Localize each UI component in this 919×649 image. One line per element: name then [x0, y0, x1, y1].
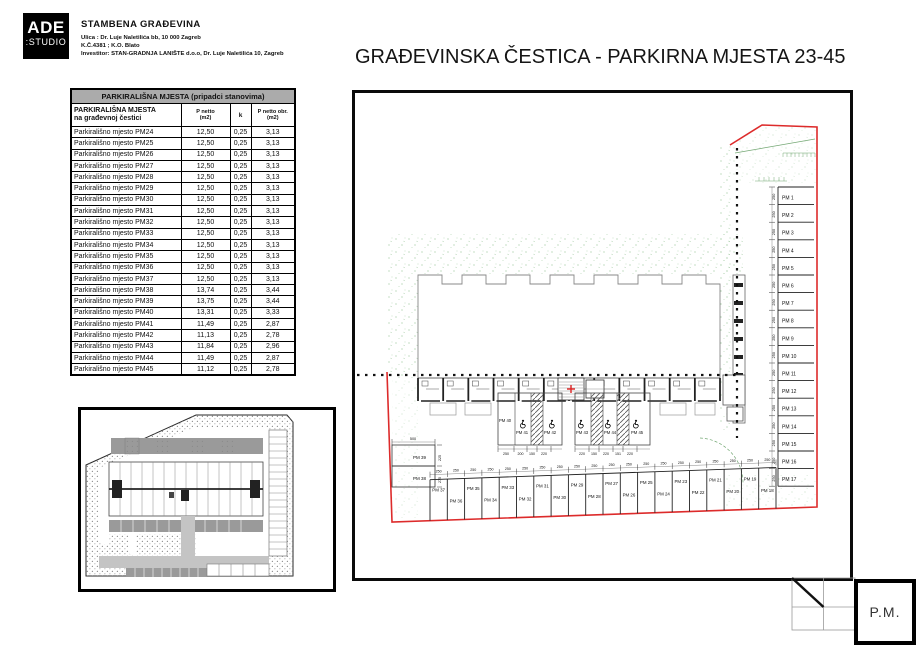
stall-label: PM 7 — [782, 301, 794, 308]
stall-label: PM 16 — [782, 459, 797, 466]
stall-label: PM 28 — [587, 493, 601, 499]
dim-label: 220 — [541, 452, 547, 456]
stall-label: PM 27 — [605, 481, 619, 487]
dim-label: 250 — [772, 387, 776, 394]
stall-label: PM 35 — [466, 486, 480, 492]
stall-label: PM 10 — [782, 353, 797, 360]
dim-label: 250 — [470, 468, 477, 473]
table-row: Parkirališno mjesto PM31 12,50 0,25 3,13 — [71, 206, 295, 217]
stall-label: PM 34 — [484, 497, 497, 503]
dim-label: 250 — [772, 369, 776, 376]
table-row: Parkirališno mjesto PM25 12,50 0,25 3,13 — [71, 138, 295, 149]
stall-label: PM 5 — [782, 265, 794, 272]
stall-label: PM 25 — [639, 480, 653, 486]
project-address-2: K.Č.4381 ; K.O. Blato — [81, 43, 140, 49]
project-header — [81, 19, 284, 58]
table-row: Parkirališno mjesto PM30 12,50 0,25 3,13 — [71, 194, 295, 205]
stall-label: PM 31 — [536, 483, 549, 489]
dim-label: 250 — [729, 458, 736, 463]
stall-label: PM 37 — [432, 487, 446, 493]
table-row: Parkirališno mjesto PM38 13,74 0,25 3,44 — [71, 285, 295, 296]
dim-label: 220 — [603, 452, 609, 456]
table-row: Parkirališno mjesto PM27 12,50 0,25 3,13 — [71, 160, 295, 171]
stall-label: PM 4 — [782, 248, 794, 255]
stall-label: PM 14 — [782, 424, 797, 431]
pm-legend-box — [854, 579, 916, 645]
wheelchair-icon — [633, 420, 638, 428]
dim-label: 250 — [643, 462, 650, 467]
stall-label: PM 33 — [501, 484, 515, 490]
legend-grid — [790, 576, 858, 634]
table-row: Parkirališno mjesto PM41 11,49 0,25 2,87 — [71, 319, 295, 330]
stall-label: PM 22 — [691, 490, 705, 496]
dim-label: 250 — [772, 193, 776, 200]
table-row: Parkirališno mjesto PM45 11,12 0,25 2,78 — [71, 364, 295, 375]
wheelchair-icon — [520, 420, 525, 428]
parking-table-body — [71, 127, 295, 376]
dim-label: 150 — [591, 452, 597, 456]
wheelchair-icon — [549, 420, 554, 428]
stall-label: PM 1 — [782, 195, 794, 202]
stall-label: PM 11 — [782, 371, 797, 378]
stall-label: PM 38 — [413, 476, 427, 481]
logo-line1: ADE — [27, 18, 65, 37]
wheelchair-icon — [578, 420, 583, 428]
dim-label: 250 — [608, 463, 615, 468]
dim-label: 150 — [529, 452, 535, 456]
dim-label: 250 — [772, 404, 776, 412]
dim-label: 500 — [409, 437, 417, 441]
dim-label: 250 — [772, 440, 776, 447]
col-header-k: k — [230, 104, 251, 127]
drawing-title: GRAĐEVINSKA ČESTICA - PARKIRNA MJESTA 23-45 — [355, 46, 846, 68]
dim-label: 250 — [772, 422, 776, 429]
stall-label: PM 12 — [782, 389, 797, 396]
dim-label: 250 — [435, 469, 442, 474]
table-row: Parkirališno mjesto PM29 12,50 0,25 3,13 — [71, 183, 295, 194]
project-address-1: Ulica : Dr. Luje Naletilića bb, 10 000 Zagreb — [81, 35, 201, 41]
stall-label: PM 9 — [782, 336, 794, 343]
plan-frame — [352, 90, 853, 581]
dim-label: 250 — [556, 465, 563, 470]
dim-label: 250 — [772, 334, 776, 341]
dim-label: 250 — [452, 468, 459, 473]
dim-label: 220 — [579, 452, 585, 456]
dim-label: 225 — [438, 455, 442, 461]
dim-label: 250 — [625, 462, 632, 467]
dim-label: 250 — [772, 457, 776, 464]
ade-studio-logo — [23, 13, 69, 59]
stall-label: PM 30 — [553, 495, 567, 501]
stall-label: PM 18 — [760, 487, 774, 493]
stall-label: PM 32 — [518, 496, 532, 502]
table-row: Parkirališno mjesto PM33 12,50 0,25 3,13 — [71, 228, 295, 239]
dim-label: 250 — [772, 316, 776, 324]
table-row: Parkirališno mjesto PM42 11,13 0,25 2,78 — [71, 330, 295, 341]
building-footprint — [418, 275, 745, 423]
dim-label: 250 — [764, 457, 771, 462]
stall-label: PM 41 — [516, 430, 529, 435]
dim-label: 250 — [772, 228, 776, 236]
dim-label: 250 — [660, 461, 667, 466]
table-row: Parkirališno mjesto PM32 12,50 0,25 3,13 — [71, 217, 295, 228]
dim-label: 250 — [539, 465, 546, 470]
dim-label: 250 — [772, 246, 776, 253]
table-row: Parkirališno mjesto PM28 12,50 0,25 3,13 — [71, 172, 295, 183]
table-row: Parkirališno mjesto PM24 12,50 0,25 3,13 — [71, 127, 295, 138]
logo-line2: :STUDIO — [25, 37, 67, 47]
dim-label: 220 — [627, 452, 633, 456]
dim-label: 200 — [517, 452, 524, 456]
table-row: Parkirališno mjesto PM35 12,50 0,25 3,13 — [71, 251, 295, 262]
overview-site-plan-box — [78, 407, 336, 592]
diagonal-mark — [792, 578, 824, 607]
parking-table — [70, 88, 296, 376]
col-header-pnetto: P netto (m2) — [181, 104, 230, 127]
dim-label: 250 — [487, 467, 494, 472]
dim-label: 250 — [574, 464, 581, 469]
stall-label: PM 24 — [657, 491, 670, 497]
dim-label: 250 — [772, 475, 776, 482]
pm-legend-label: P.M. — [869, 604, 901, 620]
dim-label: 250 — [772, 299, 776, 306]
stall-label: PM 6 — [782, 283, 794, 290]
stall-label: PM 8 — [782, 318, 794, 325]
stall-label: PM 45 — [631, 430, 644, 435]
table-title: PARKIRALIŠNA MJESTA (pripadci stanovima) — [71, 89, 295, 104]
table-row: Parkirališno mjesto PM36 12,50 0,25 3,13 — [71, 262, 295, 273]
overview-site-plan — [81, 410, 327, 583]
stall-label: PM 17 — [782, 477, 797, 484]
dim-label: 250 — [772, 211, 776, 218]
dim-label: 250 — [712, 459, 719, 464]
stall-label: PM 21 — [709, 477, 722, 483]
stall-label: PM 23 — [674, 478, 688, 484]
dim-label: 250 — [591, 463, 598, 468]
stall-label: PM 42 — [544, 430, 557, 435]
table-row: Parkirališno mjesto PM34 12,50 0,25 3,13 — [71, 239, 295, 250]
table-row: Parkirališno mjesto PM26 12,50 0,25 3,13 — [71, 149, 295, 160]
dim-label: 275 — [438, 477, 442, 483]
table-row: Parkirališno mjesto PM40 13,31 0,25 3,33 — [71, 307, 295, 318]
stall-label: PM 20 — [726, 488, 740, 494]
dim-label: 250 — [503, 452, 509, 456]
stall-label: PM 26 — [622, 492, 636, 498]
site-plan-drawing — [355, 93, 850, 578]
dim-label: 250 — [772, 352, 776, 359]
stall-label: PM 40 — [499, 418, 512, 423]
dim-label: 250 — [695, 460, 702, 465]
table-row: Parkirališno mjesto PM39 13,75 0,25 3,44 — [71, 296, 295, 307]
project-title: STAMBENA GRAĐEVINA — [81, 19, 201, 30]
dim-label: 250 — [747, 458, 754, 463]
dim-label: 250 — [677, 460, 684, 465]
stall-label: PM 29 — [570, 482, 584, 488]
wheelchair-icon — [605, 420, 610, 428]
stall-label: PM 19 — [743, 476, 757, 482]
table-row: Parkirališno mjesto PM43 11,84 0,25 2,96 — [71, 341, 295, 352]
table-row: Parkirališno mjesto PM37 12,50 0,25 3,13 — [71, 273, 295, 284]
stall-label: PM 39 — [413, 455, 427, 460]
stall-label: PM 15 — [782, 441, 797, 448]
table-row: Parkirališno mjesto PM44 11,49 0,25 2,87 — [71, 352, 295, 363]
dim-label: 250 — [772, 281, 776, 288]
dim-label: 250 — [504, 466, 511, 471]
stall-label: PM 3 — [782, 230, 794, 237]
stall-label: PM 2 — [782, 213, 794, 220]
project-investor: Investitor: STAN-GRADNJA LANIŠTE d.o.o, Dr. Luje Naletilića 10, Zagreb — [81, 51, 284, 57]
stall-label: PM 36 — [449, 498, 463, 504]
stall-label: PM 44 — [604, 430, 617, 435]
dim-label: 250 — [522, 466, 529, 471]
col-header-name: PARKIRALIŠNA MJESTA na građevnoj čestici — [71, 104, 181, 127]
dim-label: 151 — [615, 452, 621, 456]
col-header-pobr: P netto obr. (m2) — [251, 104, 295, 127]
dim-label: 250 — [772, 264, 776, 271]
stall-label: PM 43 — [576, 430, 589, 435]
stall-label: PM 13 — [782, 406, 797, 413]
